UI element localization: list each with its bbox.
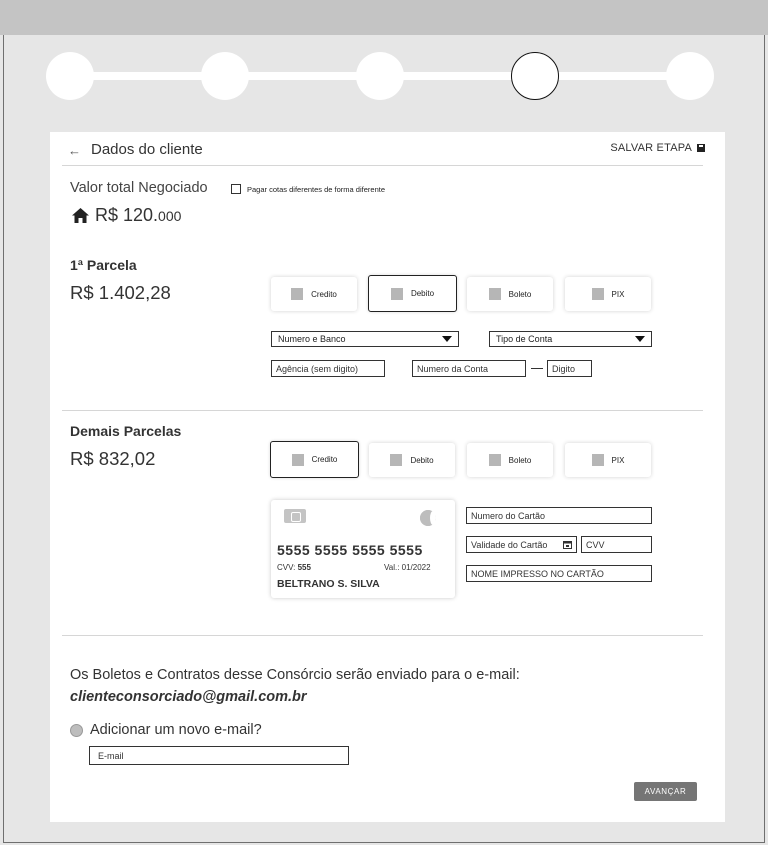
progress-stepper: [0, 0, 768, 110]
next-button[interactable]: AVANÇAR: [634, 782, 697, 801]
card-cvv: [277, 563, 311, 572]
step-5[interactable]: [666, 52, 714, 100]
step-3[interactable]: [356, 52, 404, 100]
first-credito-button[interactable]: [271, 277, 357, 311]
boleto-icon: [489, 288, 501, 300]
first-boleto-button[interactable]: [467, 277, 553, 311]
total-value: [72, 205, 181, 226]
different-payment-checkbox-row[interactable]: [231, 184, 385, 194]
add-email-label: Adicionar um novo e-mail?: [90, 722, 262, 738]
different-payment-checkbox[interactable]: [231, 184, 241, 194]
total-label: Valor total Negociado: [70, 180, 208, 196]
first-installment-value: R$ 1.402,28: [70, 282, 171, 303]
section-divider: [62, 635, 703, 636]
add-email-radio[interactable]: [70, 724, 83, 737]
card-chip-icon: [284, 509, 306, 523]
other-boleto-button[interactable]: [467, 443, 553, 477]
card-cvv-value: 555: [297, 563, 311, 572]
bank-select-value: Numero e Banco: [278, 334, 346, 344]
different-payment-label: Pagar cotas diferentes de forma diferente: [247, 184, 385, 194]
first-debito-label: Debito: [410, 289, 435, 298]
card-validity-input[interactable]: [466, 536, 577, 553]
page-title: Dados do cliente: [91, 141, 203, 158]
total-value-main: R$ 120.: [95, 205, 159, 225]
card-name-input[interactable]: NOME IMPRESSO NO CARTÃO: [466, 565, 652, 582]
card-cvv-label: CVV:: [277, 563, 296, 572]
calendar-icon[interactable]: [563, 540, 572, 549]
first-pix-label: PIX: [611, 289, 625, 299]
other-pix-label: PIX: [611, 455, 625, 465]
debit-card-icon: [391, 288, 403, 300]
chevron-down-icon: [635, 336, 645, 342]
form-card: [50, 132, 725, 822]
back-arrow-icon[interactable]: ←: [68, 143, 81, 158]
other-installments-value: R$ 832,02: [70, 448, 156, 469]
chevron-down-icon: [442, 336, 452, 342]
bank-select[interactable]: [271, 331, 459, 347]
other-credito-label: Credito: [311, 455, 338, 464]
home-icon: [72, 208, 89, 223]
client-email: clienteconsorciado@gmail.com.br: [70, 689, 307, 705]
account-digit-separator: [531, 368, 543, 369]
other-boleto-label: Boleto: [508, 455, 532, 465]
other-credito-button[interactable]: [270, 441, 359, 478]
card-number-input[interactable]: Numero do Cartão: [466, 507, 652, 524]
credit-card-icon: [291, 288, 303, 300]
total-value-cents: 000: [158, 207, 182, 224]
account-digit-input[interactable]: Digito: [547, 360, 592, 377]
other-installments-title: Demais Parcelas: [70, 423, 182, 439]
save-step-button[interactable]: [610, 142, 705, 154]
debit-card-icon: [390, 454, 402, 466]
card-holder-name: BELTRANO S. SILVA: [277, 578, 380, 590]
add-email-option[interactable]: [70, 722, 262, 738]
save-step-label: SALVAR ETAPA: [610, 142, 692, 154]
card-validity: [384, 563, 431, 572]
credit-card-icon: [292, 454, 304, 466]
credit-card-preview: [271, 500, 455, 598]
agency-input[interactable]: Agência (sem digito): [271, 360, 385, 377]
card-validity-label: Val.:: [384, 563, 400, 572]
first-credito-label: Credito: [311, 289, 337, 299]
new-email-input[interactable]: E-mail: [89, 746, 349, 765]
first-pix-button[interactable]: [565, 277, 651, 311]
card-number: 5555 5555 5555 5555: [277, 542, 423, 558]
header-divider: [62, 165, 703, 166]
account-type-select[interactable]: [489, 331, 652, 347]
card-validity-value: 01/2022: [401, 563, 431, 572]
floppy-disk-icon: [697, 144, 705, 152]
email-info-text: Os Boletos e Contratos desse Consórcio serão enviado para o e-mail:: [70, 667, 520, 683]
step-2[interactable]: [201, 52, 249, 100]
pix-icon: [592, 454, 604, 466]
card-cvv-input[interactable]: CVV: [581, 536, 652, 553]
step-1[interactable]: [46, 52, 94, 100]
other-debito-label: Debito: [410, 455, 434, 465]
other-debito-button[interactable]: [369, 443, 455, 477]
step-4-current[interactable]: [511, 52, 559, 100]
first-boleto-label: Boleto: [508, 289, 532, 299]
card-validity-placeholder: Validade do Cartão: [471, 539, 548, 550]
section-divider: [62, 410, 703, 411]
boleto-icon: [489, 454, 501, 466]
account-number-input[interactable]: Numero da Conta: [412, 360, 526, 377]
first-installment-title: 1ª Parcela: [70, 257, 137, 273]
account-type-select-value: Tipo de Conta: [496, 334, 553, 344]
other-pix-button[interactable]: [565, 443, 651, 477]
card-brand-icon: [420, 510, 446, 526]
pix-icon: [592, 288, 604, 300]
first-debito-button[interactable]: [368, 275, 457, 312]
